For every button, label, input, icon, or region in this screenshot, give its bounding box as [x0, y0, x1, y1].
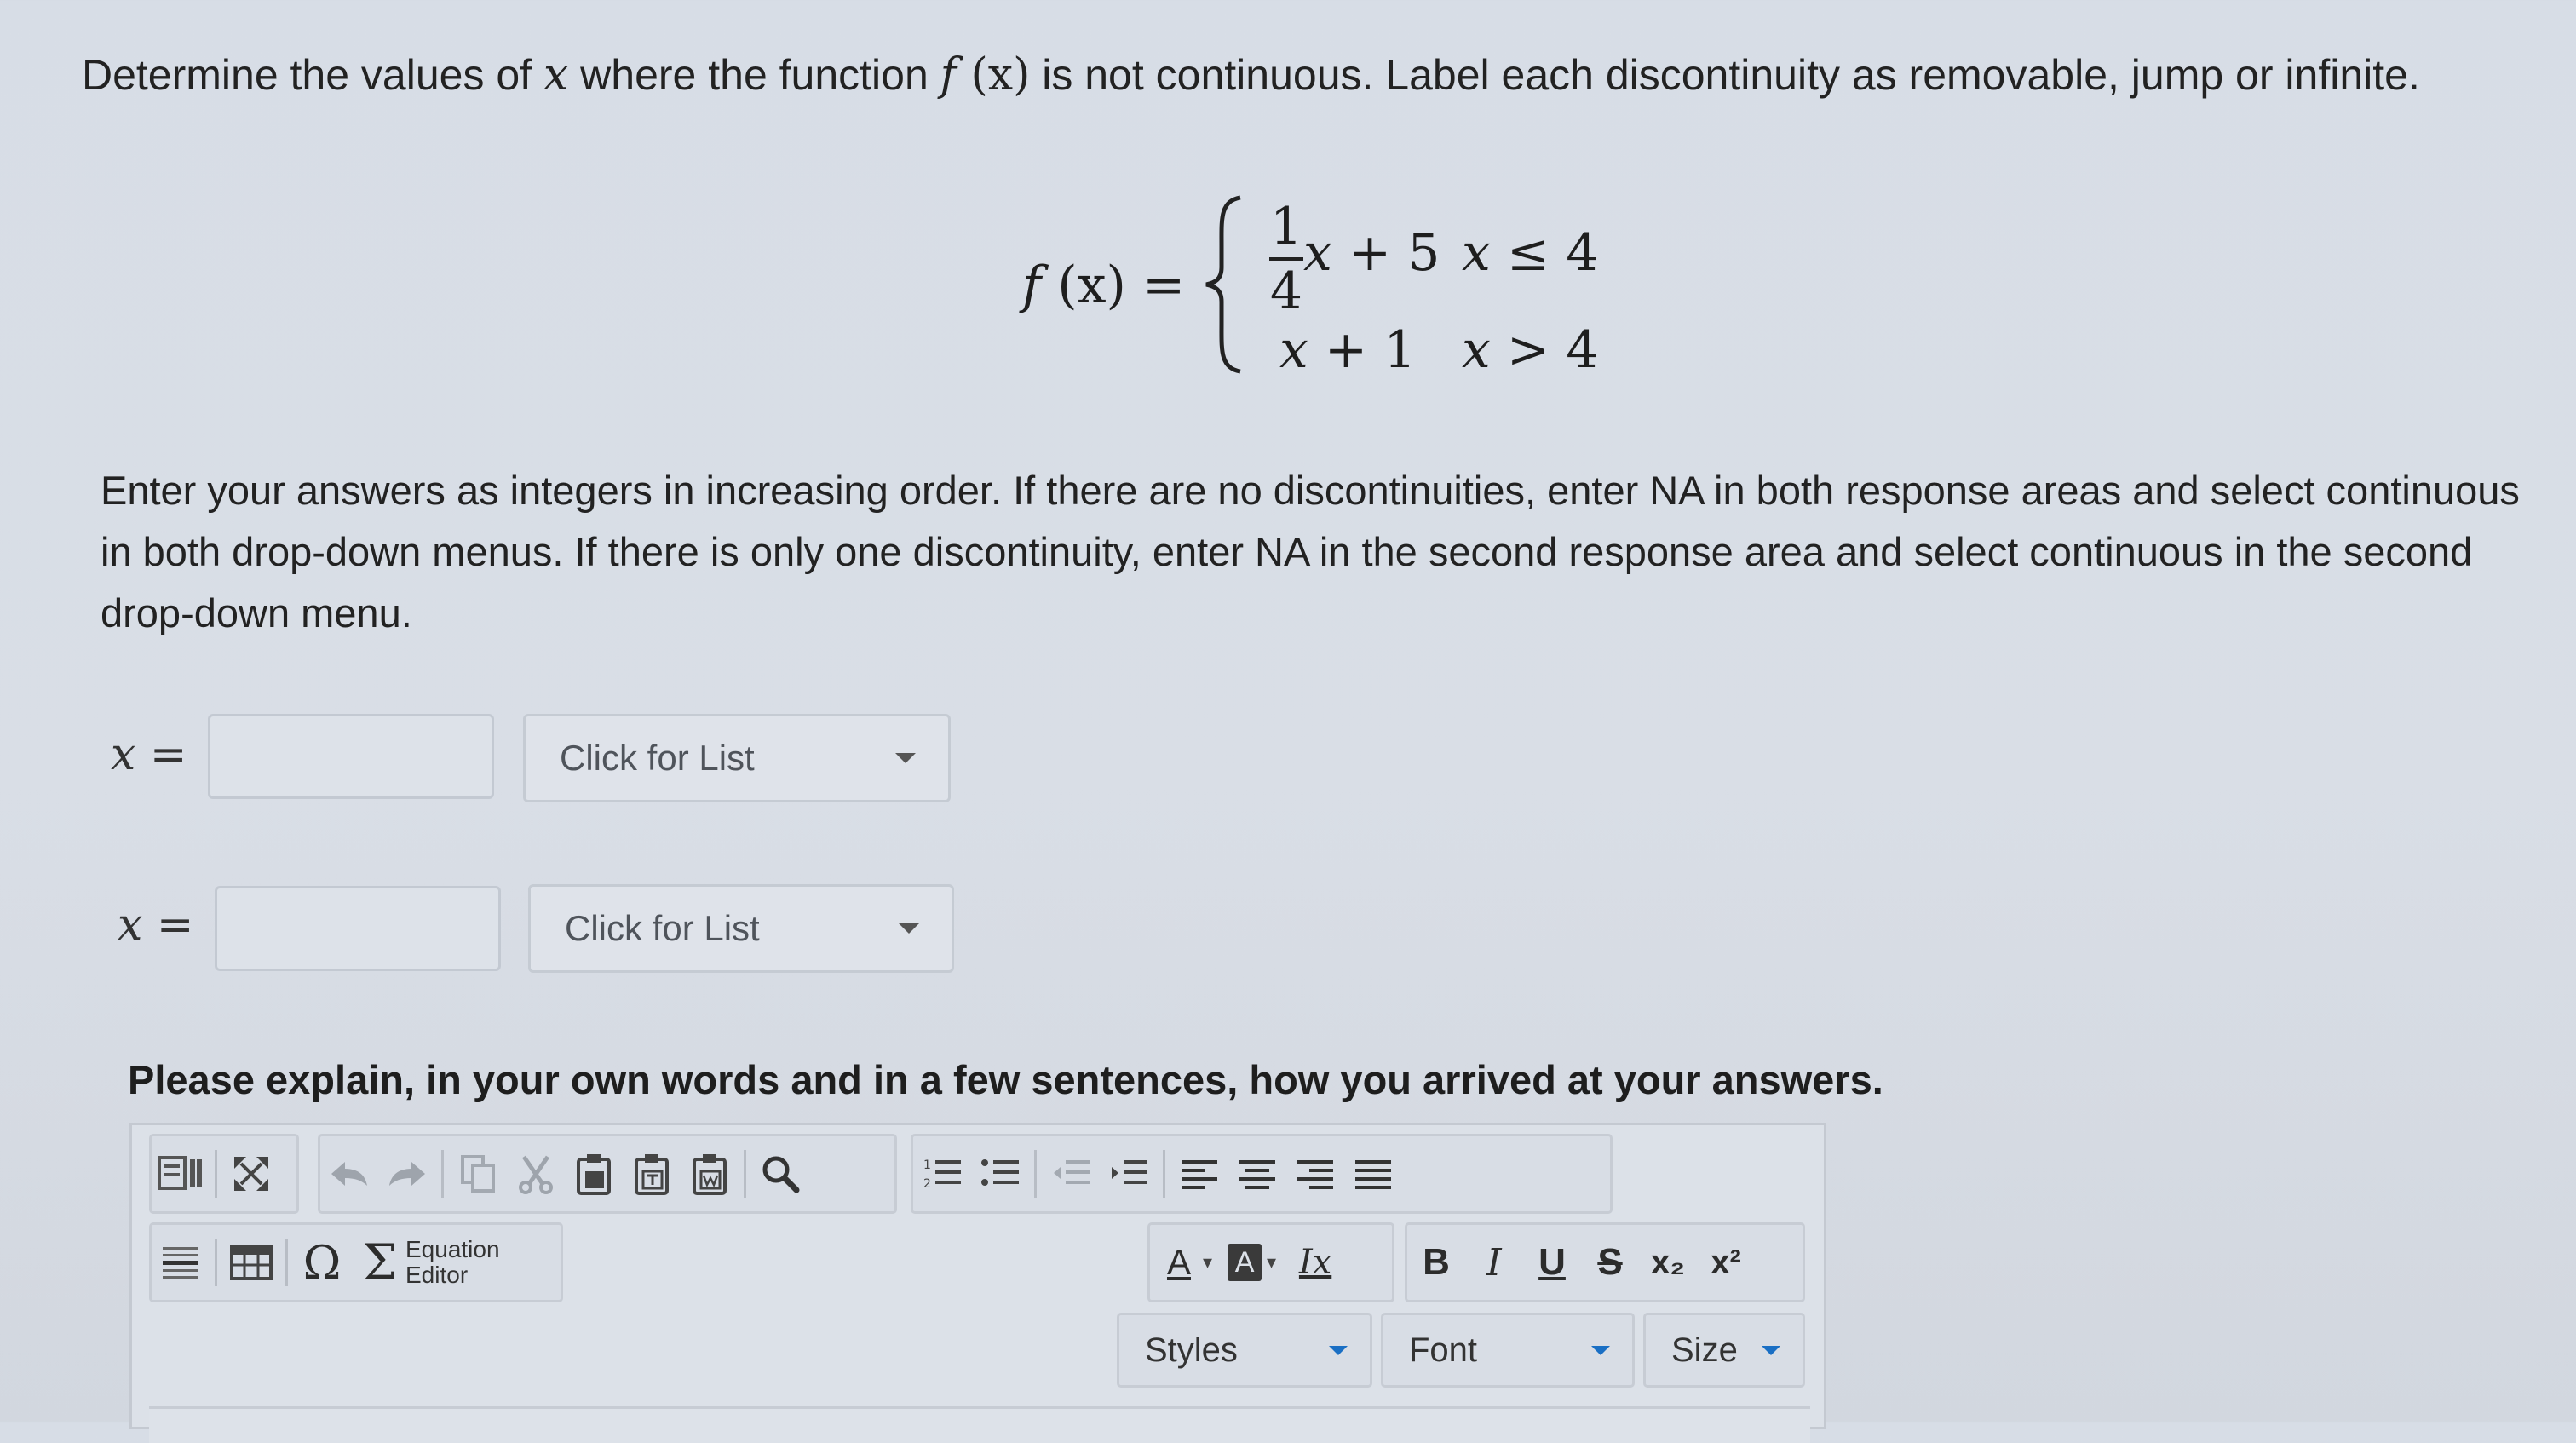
equals-sign: = [1142, 256, 1186, 315]
answer-2-variable: x [118, 900, 143, 951]
font-select-label: Font [1409, 1331, 1478, 1369]
strikethrough-button[interactable]: S [1597, 1241, 1623, 1283]
source-icon[interactable] [157, 1144, 204, 1204]
paste-word-icon[interactable] [686, 1144, 733, 1204]
case2-condition [1462, 320, 1598, 380]
align-justify-icon[interactable] [1349, 1144, 1397, 1204]
answer-1-classification-dropdown[interactable] [523, 714, 951, 802]
function-arg: (x) [1057, 256, 1126, 315]
equation-editor-label-1: Equation [405, 1236, 500, 1262]
fraction [1268, 197, 1305, 321]
decrease-indent-icon[interactable] [1047, 1144, 1095, 1204]
question-text [82, 49, 2420, 101]
case1-variable: x [1303, 223, 1332, 283]
text-color-dropdown-icon[interactable]: ▾ [1203, 1251, 1213, 1273]
horizontal-line-icon[interactable] [157, 1233, 204, 1292]
size-select[interactable] [1643, 1313, 1805, 1388]
align-right-icon[interactable] [1291, 1144, 1339, 1204]
answer-2-classification-dropdown[interactable] [528, 884, 954, 973]
answer-2-label [118, 900, 193, 951]
equation-editor-label-2: Editor [405, 1262, 469, 1288]
toolbar-group-paragraph [911, 1134, 1613, 1214]
case1-cond-value: 4 [1566, 223, 1599, 283]
redo-icon[interactable] [383, 1144, 431, 1204]
case1-cond-operator: ≤ [1506, 223, 1550, 283]
question-function-name: f [940, 49, 957, 101]
chevron-down-icon [1591, 1346, 1610, 1355]
subscript-button[interactable]: x₂ [1650, 1243, 1686, 1281]
align-left-icon[interactable] [1176, 1144, 1223, 1204]
rich-text-editor [129, 1123, 1826, 1429]
undo-icon[interactable] [325, 1144, 373, 1204]
case2-expression [1279, 320, 1416, 380]
explain-prompt: Please explain, in your own words and in a few sentences, how you arrived at your answers. [128, 1057, 1883, 1102]
toolbar-group-view [149, 1134, 299, 1214]
question-part: Determine the values of [82, 51, 543, 99]
editor-text-area[interactable] [149, 1406, 1810, 1443]
paste-text-icon[interactable] [628, 1144, 676, 1204]
text-color-button[interactable]: A [1166, 1242, 1191, 1282]
italic-button[interactable]: I [1486, 1240, 1502, 1285]
left-brace-icon [1201, 194, 1247, 375]
background-color-button[interactable]: A [1228, 1244, 1262, 1281]
answer-2-equals: = [156, 900, 194, 951]
dropdown-label: Click for List [560, 738, 755, 778]
answer-2-input[interactable] [215, 886, 501, 971]
background-color-dropdown-icon[interactable]: ▾ [1267, 1251, 1277, 1273]
toolbar-group-insert [149, 1222, 563, 1302]
case1-expression [1303, 223, 1440, 283]
chevron-down-icon [1329, 1346, 1348, 1355]
search-icon[interactable] [756, 1144, 804, 1204]
toolbar-group-edit [318, 1134, 897, 1214]
maximize-icon[interactable] [227, 1144, 275, 1204]
answer-1-input[interactable] [208, 714, 494, 799]
instructions-text: Enter your answers as integers in increasing order. If there are no discontinuities, enter NA in both response areas and select continuous in both drop-down menus. If there is only one discontinuity, enter NA in the second response area and select continuous in the second drop-down menu. [101, 468, 2520, 635]
chevron-down-icon [899, 923, 919, 934]
fraction-numerator: 1 [1269, 197, 1303, 256]
increase-indent-icon[interactable] [1105, 1144, 1153, 1204]
align-center-icon[interactable] [1233, 1144, 1281, 1204]
function-name: f [1022, 256, 1042, 315]
superscript-button[interactable]: x² [1711, 1243, 1741, 1281]
underline-button[interactable]: U [1538, 1241, 1566, 1283]
answer-1-variable: x [111, 729, 136, 780]
chevron-down-icon [895, 753, 916, 763]
styles-select-label: Styles [1145, 1331, 1238, 1369]
answer-1-label [111, 729, 187, 780]
cut-icon[interactable] [512, 1144, 560, 1204]
case2-constant: + 1 [1324, 320, 1417, 380]
copy-icon[interactable] [454, 1144, 502, 1204]
case1-cond-variable: x [1462, 223, 1491, 283]
answer-1-equals: = [149, 729, 187, 780]
paste-icon[interactable] [570, 1144, 618, 1204]
function-lhs [1022, 256, 1185, 315]
equation-editor-button[interactable] [405, 1237, 500, 1288]
case2-cond-operator: > [1506, 320, 1550, 380]
chevron-down-icon [1762, 1346, 1780, 1355]
question-function-arg: (x) [970, 49, 1031, 101]
size-select-label: Size [1671, 1331, 1738, 1369]
fraction-denominator: 4 [1269, 262, 1303, 321]
bold-button[interactable]: B [1423, 1241, 1450, 1283]
toolbar-group-formatting [1405, 1222, 1805, 1302]
table-icon[interactable] [227, 1233, 275, 1292]
bulleted-list-icon[interactable] [976, 1144, 1024, 1204]
case2-cond-variable: x [1462, 320, 1491, 380]
svg-text:1: 1 [923, 1158, 931, 1172]
question-part: is not continuous. Label each discontinuity as removable, jump or infinite. [1030, 51, 2420, 99]
case2-cond-value: 4 [1566, 320, 1599, 380]
case1-condition [1462, 223, 1598, 283]
numbered-list-icon[interactable] [918, 1144, 966, 1204]
case2-variable: x [1279, 320, 1308, 380]
question-variable: x [543, 49, 569, 101]
question-part: where the function [568, 51, 940, 99]
case1-constant: + 5 [1348, 223, 1440, 283]
remove-format-button[interactable]: Ix [1298, 1243, 1332, 1282]
special-character-button[interactable]: Ω [302, 1235, 342, 1290]
dropdown-label: Click for List [565, 908, 760, 948]
svg-text:2: 2 [923, 1177, 931, 1191]
equation-editor-sigma-icon[interactable]: Σ [362, 1233, 398, 1291]
styles-select[interactable] [1117, 1313, 1372, 1388]
toolbar-group-colors [1147, 1222, 1394, 1302]
font-select[interactable] [1381, 1313, 1635, 1388]
